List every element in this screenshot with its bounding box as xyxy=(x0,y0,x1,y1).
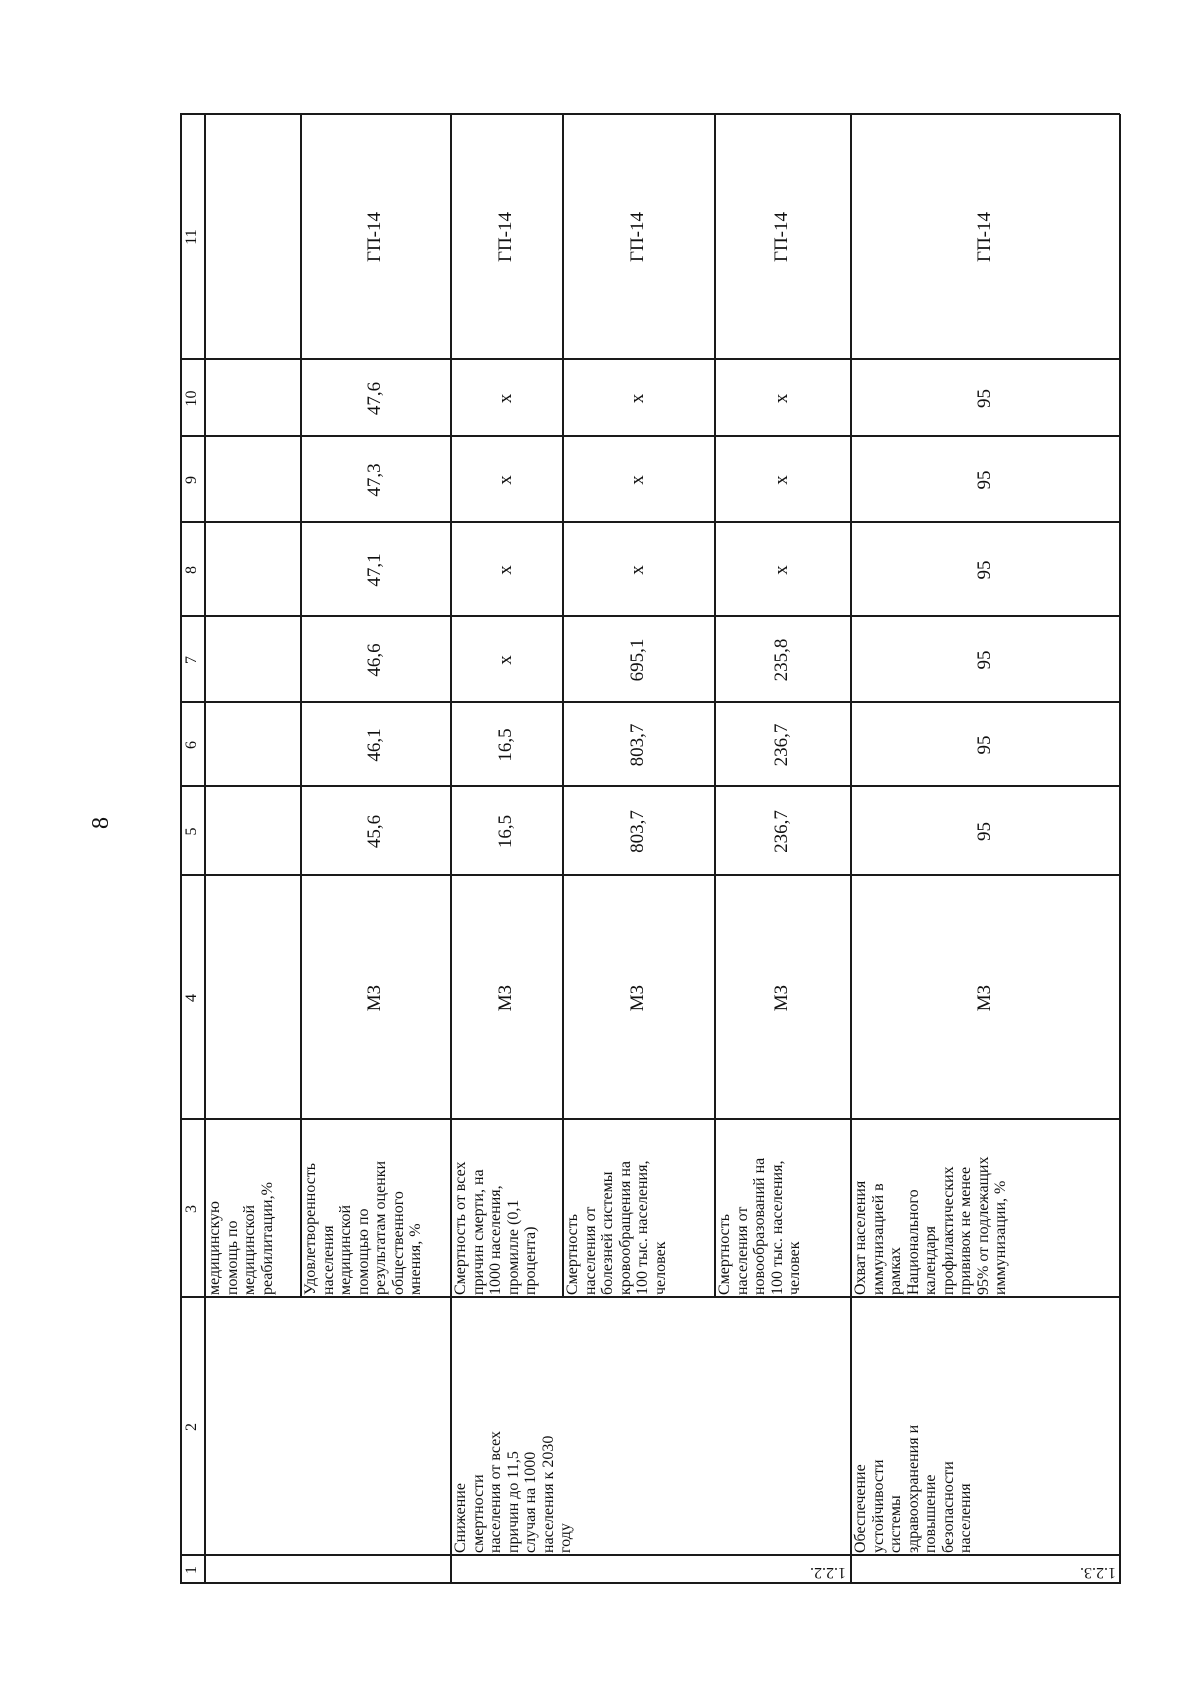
program-cell: ГП-14 xyxy=(771,211,792,263)
grid-line xyxy=(180,786,1120,788)
value-cell: х xyxy=(495,655,516,665)
executor-cell: МЗ xyxy=(627,984,648,1012)
executor-cell: МЗ xyxy=(364,984,385,1012)
grid-line xyxy=(180,1555,1120,1557)
executor-cell: МЗ xyxy=(974,984,995,1012)
program-cell: ГП-14 xyxy=(495,211,516,263)
col-header-3: 3 xyxy=(183,1205,200,1213)
task-goal: Обеспечение устойчивости системы здравоохранения и повышение безопасности населения xyxy=(852,1424,974,1553)
value-cell: 236,7 xyxy=(771,723,792,767)
value-cell: 45,6 xyxy=(364,814,385,849)
value-cell: 695,1 xyxy=(627,638,648,682)
grid-line xyxy=(714,114,716,1298)
grid-line xyxy=(450,114,452,1584)
grid-line xyxy=(180,875,1120,877)
value-cell: 47,6 xyxy=(364,381,385,416)
value-cell: х xyxy=(771,475,792,485)
value-cell: 47,3 xyxy=(364,463,385,497)
col-header-9: 9 xyxy=(183,476,200,484)
page-number: 8 xyxy=(88,817,114,829)
grid-line xyxy=(1119,114,1121,1584)
indicator-name: Смертность от всех причин смерти, на 1000 населения, промилле (0,1 процента) xyxy=(452,1161,539,1295)
col-header-4: 4 xyxy=(183,994,200,1002)
value-cell: 95 xyxy=(974,470,995,490)
value-cell: х xyxy=(627,393,648,404)
grid-line xyxy=(180,702,1120,704)
value-cell: 95 xyxy=(974,735,995,755)
col-header-1: 1 xyxy=(183,1566,200,1574)
task-code: 1.2.2. xyxy=(810,1564,846,1581)
value-cell: 95 xyxy=(974,560,995,580)
value-cell: х xyxy=(771,393,792,404)
grid-line xyxy=(180,522,1120,524)
col-header-5: 5 xyxy=(183,827,200,836)
col-header-6: 6 xyxy=(183,741,200,749)
grid-line xyxy=(180,616,1120,618)
indicator-name: Смертность населения от болезней системы кровообращения на 100 тыс. населения, человек xyxy=(564,1160,669,1295)
indicator-name: Охват населения иммунизацией в рамках Национального календаря профилактических прививок не менее 95% от подлежащих иммунизации, % xyxy=(852,1156,1009,1295)
grid-line xyxy=(562,114,564,1298)
grid-line xyxy=(180,436,1120,438)
value-cell: 95 xyxy=(974,822,995,841)
task-goal: Снижение смертности населения от всех причин до 11,5 случая на 1000 населения к 2030 году xyxy=(452,1430,574,1553)
col-header-10: 10 xyxy=(183,390,200,407)
indicator-name-continued: медицинскую помощь по медицинской реабилитации,% xyxy=(206,1182,276,1295)
value-cell: х xyxy=(627,565,648,575)
grid-line xyxy=(180,114,182,1584)
value-cell: 46,6 xyxy=(364,643,385,677)
value-cell: 95 xyxy=(974,389,995,408)
program-cell: ГП-14 xyxy=(974,211,995,263)
grid-line xyxy=(180,1119,1120,1121)
value-cell: х xyxy=(771,565,792,575)
grid-line xyxy=(180,1583,1120,1585)
executor-cell: МЗ xyxy=(495,984,516,1012)
value-cell: х xyxy=(495,565,516,575)
value-cell: 236,7 xyxy=(771,810,792,853)
value-cell: 235,8 xyxy=(771,638,792,682)
grid-line xyxy=(180,359,1120,361)
program-cell: ГП-14 xyxy=(627,211,648,263)
value-cell: х xyxy=(627,475,648,485)
value-cell: 16,5 xyxy=(495,728,516,762)
indicator-name: Смертность населения от новообразований на 100 тыс. населения, человек xyxy=(716,1157,803,1295)
value-cell: 47,1 xyxy=(364,553,385,587)
value-cell: 16,5 xyxy=(495,814,516,849)
value-cell: х xyxy=(495,475,516,485)
indicator-table xyxy=(180,114,1120,1584)
col-header-8: 8 xyxy=(183,566,200,574)
executor-cell: МЗ xyxy=(771,984,792,1012)
grid-line xyxy=(300,114,302,1298)
col-header-11: 11 xyxy=(183,229,200,245)
value-cell: 803,7 xyxy=(627,810,648,853)
program-cell: ГП-14 xyxy=(364,211,385,263)
grid-line xyxy=(180,1297,1120,1299)
value-cell: 46,1 xyxy=(364,728,385,762)
grid-line xyxy=(180,114,1120,116)
value-cell: х xyxy=(495,393,516,404)
col-header-2: 2 xyxy=(183,1423,200,1431)
value-cell: 803,7 xyxy=(627,723,648,767)
col-header-7: 7 xyxy=(183,656,200,664)
value-cell: 95 xyxy=(974,650,995,670)
grid-line xyxy=(204,114,206,1584)
task-code: 1.2.3. xyxy=(1080,1564,1116,1581)
indicator-name: Удовлетворенность населения медицинской помощью по результатам оценки общественного мнения, % xyxy=(302,1160,424,1295)
grid-line xyxy=(850,114,852,1584)
